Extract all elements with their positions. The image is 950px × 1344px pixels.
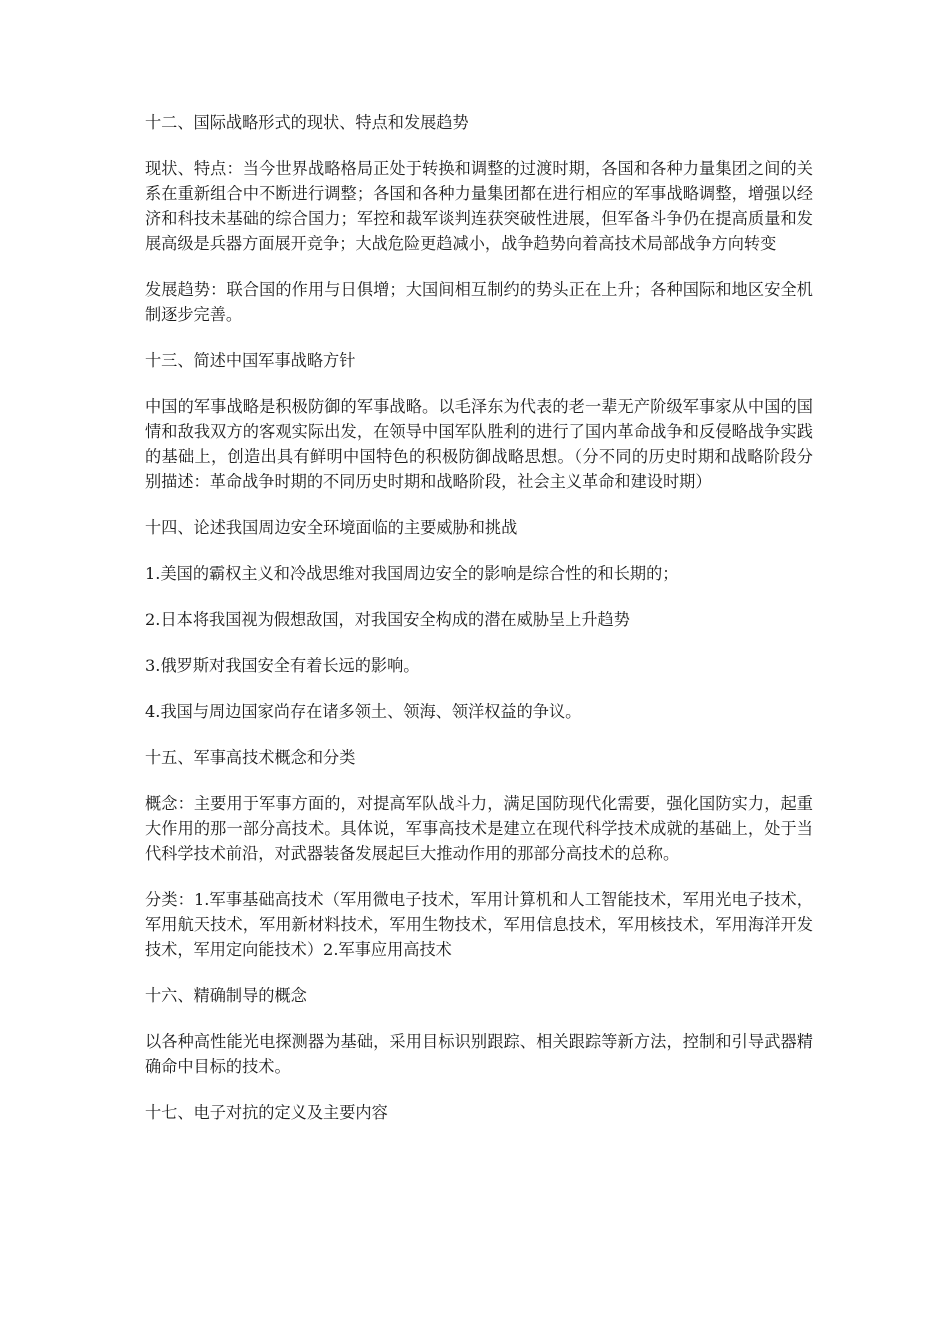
paragraph: 概念：主要用于军事方面的，对提高军队战斗力，满足国防现代化需要，强化国防实力，起重大作用的那一部分高技术。具体说，军事高技术是建立在现代科学技术成就的基础上，处于当代科学技术前沿，对武器装备发展起巨大推动作用的那部分高技术的总称。 <box>145 794 813 863</box>
document-page <box>145 110 813 1146</box>
paragraph: 现状、特点：当今世界战略格局正处于转换和调整的过渡时期，各国和各种力量集团之间的关系在重新组合中不断进行调整；各国和各种力量集团都在进行相应的军事战略调整，增强以经济和科技未基础的综合国力；军控和裁军谈判连获突破性进展，但军备斗争仍在提高质量和发展高级是兵器方面展开竞争；大战危险更趋减小，战争趋势向着高技术局部战争方向转变 <box>145 159 813 253</box>
list-item: 2.日本将我国视为假想敌国，对我国安全构成的潜在威胁呈上升趋势 <box>145 610 630 629</box>
section-16 <box>145 983 813 1079</box>
section-heading: 十四、论述我国周边安全环境面临的主要威胁和挑战 <box>145 518 518 537</box>
list-item: 3.俄罗斯对我国安全有着长远的影响。 <box>145 656 420 675</box>
section-13 <box>145 348 813 494</box>
section-heading: 十六、精确制导的概念 <box>145 986 307 1005</box>
paragraph: 以各种高性能光电探测器为基础，采用目标识别跟踪、相关跟踪等新方法，控制和引导武器精确命中目标的技术。 <box>145 1032 813 1076</box>
section-heading: 十七、电子对抗的定义及主要内容 <box>145 1103 388 1122</box>
section-heading: 十二、国际战略形式的现状、特点和发展趋势 <box>145 113 469 132</box>
section-15 <box>145 745 813 962</box>
list-item: 4.我国与周边国家尚存在诸多领土、领海、领洋权益的争议。 <box>145 702 582 721</box>
paragraph: 中国的军事战略是积极防御的军事战略。以毛泽东为代表的老一辈无产阶级军事家从中国的国情和敌我双方的客观实际出发，在领导中国军队胜利的进行了国内革命战争和反侵略战争实践的基础上，创造出具有鲜明中国特色的积极防御战略思想。（分不同的历史时期和战略阶段分别描述：革命战争时期的不同历史时期和战略阶段，社会主义革命和建设时期） <box>145 397 813 491</box>
list-item: 1.美国的霸权主义和冷战思维对我国周边安全的影响是综合性的和长期的； <box>145 564 679 583</box>
section-heading: 十五、军事高技术概念和分类 <box>145 748 356 767</box>
paragraph: 分类：1.军事基础高技术（军用微电子技术，军用计算机和人工智能技术，军用光电子技术，军用航天技术，军用新材料技术，军用生物技术，军用信息技术，军用核技术，军用海洋开发技术，军用定向能技术）2.军事应用高技术 <box>145 890 813 959</box>
paragraph: 发展趋势：联合国的作用与日俱增；大国间相互制约的势头正在上升；各种国际和地区安全机制逐步完善。 <box>145 280 813 324</box>
section-14 <box>145 515 813 724</box>
section-17 <box>145 1100 813 1125</box>
section-heading: 十三、简述中国军事战略方针 <box>145 351 356 370</box>
section-12 <box>145 110 813 327</box>
